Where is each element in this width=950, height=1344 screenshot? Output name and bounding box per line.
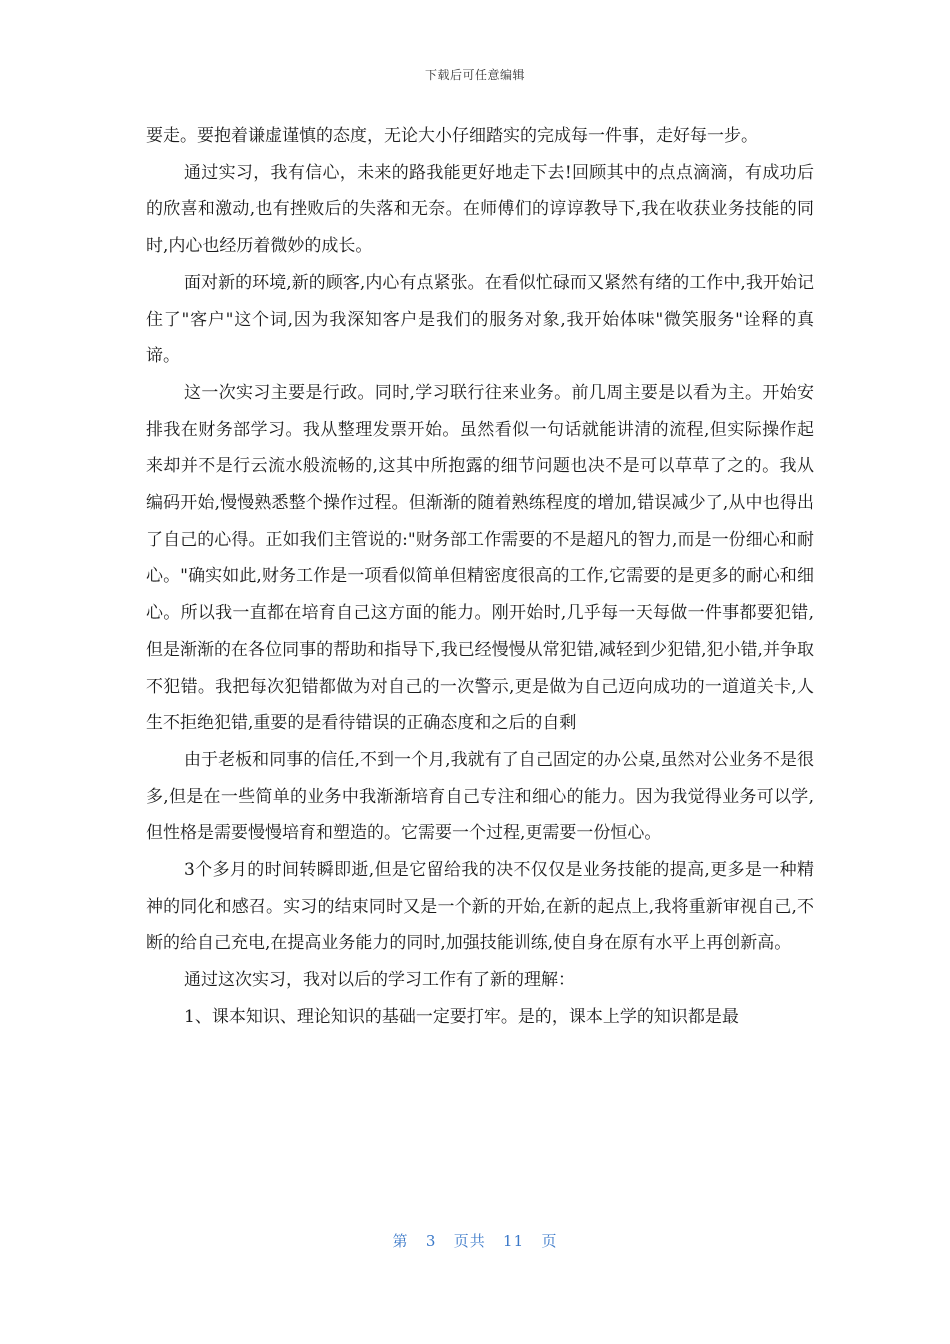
footer-page-number: 3 bbox=[425, 1232, 437, 1250]
footer-prefix: 第 bbox=[392, 1232, 409, 1250]
paragraph: 1、课本知识、理论知识的基础一定要打牢。是的，课本上学的知识都是最 bbox=[184, 1006, 739, 1027]
paragraph: 3个多月的时间转瞬即逝,但是它留给我的决不仅仅是业务技能的提高,更多是一种精神的同化和感召。实习的结束同时又是一个新的开始,在新的起点上,我将重新审视自己,不断的给自己充电,在提高业务能力的同时,加强技能训练,使自身在原有水平上再创新高。 bbox=[146, 860, 814, 954]
page-header: 下载后可任意编辑 bbox=[424, 68, 525, 82]
paragraph: 由于老板和同事的信任,不到一个月,我就有了自己固定的办公桌,虽然对公业务不是很多,但是在一些简单的业务中我渐渐培育自己专注和细心的能力。因为我觉得业务可以学,但性格是需要慢慢培育和塑造的。它需要一个过程,更需要一份恒心。 bbox=[146, 749, 814, 844]
paragraph: 面对新的环境,新的顾客,内心有点紧张。在看似忙碌而又紧然有绪的工作中,我开始记住了"客户"这个词,因为我深知客户是我们的服务对象,我开始体味"微笑服务"诠释的真谛。 bbox=[146, 272, 814, 367]
footer-total-pages: 11 bbox=[503, 1232, 525, 1250]
paragraph: 要走。要抱着谦虚谨慎的态度，无论大小仔细踏实的完成每一件事，走好每一步。 bbox=[146, 126, 758, 146]
document-body bbox=[146, 118, 814, 1036]
footer-middle: 页共 bbox=[453, 1232, 486, 1250]
paragraph: 这一次实习主要是行政。同时,学习联行往来业务。前几周主要是以看为主。开始安排我在财务部学习。我从整理发票开始。虽然看似一句话就能讲清的流程,但实际操作起来却并不是行云流水般流畅的,这其中所抱露的细节问题也决不是可以草草了之的。我从编码开始,慢慢熟悉整个操作过程。但渐渐的随着熟练程度的增加,错误减少了,从中也得出了自己的心得。正如我们主管说的:"财务部工作需要的不是超凡的智力,而是一份细心和耐心。"确实如此,财务工作是一项看似简单但精密度很高的工作,它需要的是更多的耐心和细心。所以我一直都在培育自己这方面的能力。刚开始时,几乎每一天每做一件事都要犯错,但是渐渐的在各位同事的帮助和指导下,我已经慢慢从常犯错,减轻到少犯错,犯小错,并争取不犯错。我把每次犯错都做为对自己的一次警示,更是做为自己迈向成功的一道道关卡,人生不拒绝犯错,重要的是看待错误的正确态度和之后的自剩 bbox=[146, 382, 814, 734]
paragraph: 通过实习，我有信心，未来的路我能更好地走下去!回顾其中的点点滴滴，有成功后的欣喜和激动,也有挫败后的失落和无奈。在师傅们的谆谆教导下,我在收获业务技能的同时,内心也经历着微妙的成长。 bbox=[146, 162, 814, 257]
page-footer bbox=[0, 1230, 950, 1251]
footer-suffix: 页 bbox=[541, 1232, 558, 1250]
paragraph: 通过这次实习，我对以后的学习工作有了新的理解： bbox=[184, 970, 575, 991]
